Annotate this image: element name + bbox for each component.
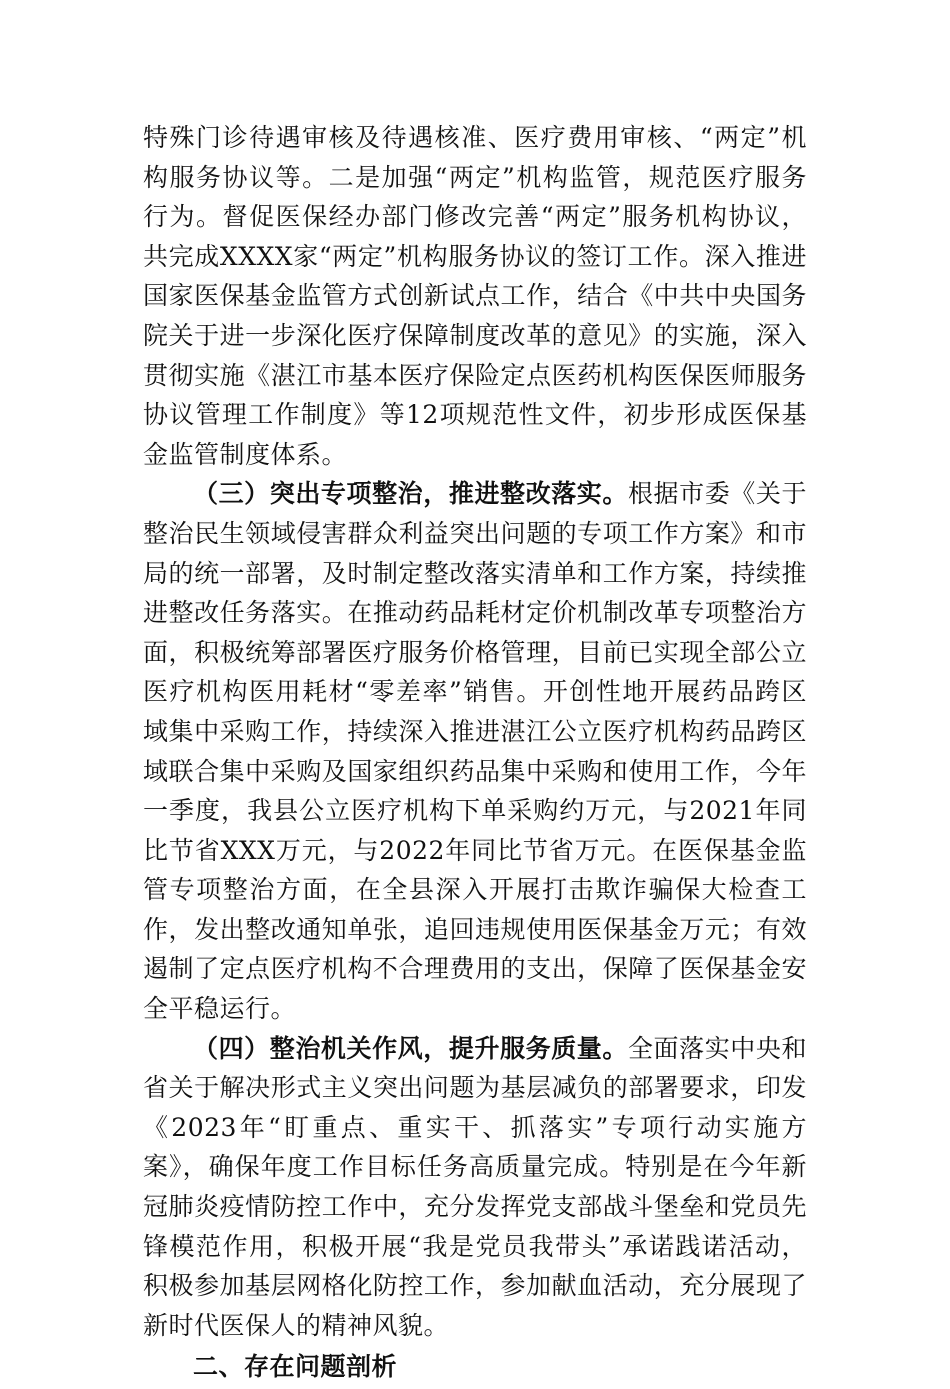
paragraph-2-lead: （三）突出专项整治，推进整改落实。 [193, 479, 628, 509]
paragraph-1 [143, 118, 807, 474]
paragraph-2-text: 根据市委《关于整治民生领域侵害群众利益突出问题的专项工作方案》和市局的统一部署，及时制定整改落实清单和工作方案，持续推进整改任务落实。在推动药品耗材定价机制改革专项整治方面，积极统筹部署医疗服务价格管理，目前已实现全部公立医疗机构医用耗材“零差率”销售。开创性地开展药品跨区域集中采购工作，持续深入推进湛江公立医疗机构药品跨区域联合集中采购及国家组织药品集中采购和使用工作，今年一季度，我县公立医疗机构下单采购约万元，与2021年同比节省XXX万元，与2022年同比节省万元。在医保基金监管专项整治方面，在全县深入开展打击欺诈骗保大检查工作，发出整改通知单张，追回违规使用医保基金万元；有效遏制了定点医疗机构不合理费用的支出，保障了医保基金安全平稳运行。 [143, 479, 807, 1024]
section-heading: 二、存在问题剖析 [193, 1352, 398, 1382]
paragraph-3 [143, 1029, 807, 1346]
paragraph-2 [143, 474, 807, 1028]
paragraph-3-lead: （四）整治机关作风，提升服务质量。 [193, 1033, 628, 1063]
document-body [143, 118, 807, 1389]
paragraph-1-text: 特殊门诊待遇审核及待遇核准、医疗费用审核、“两定”机构服务协议等。二是加强“两定”机构监管，规范医疗服务行为。督促医保经办部门修改完善“两定”服务机构协议，共完成XXXX家“两定”机构服务协议的签订工作。深入推进国家医保基金监管方式创新试点工作，结合《中共中央国务院关于进一步深化医疗保障制度改革的意见》的实施，深入贯彻实施《湛江市基本医疗保险定点医药机构医保医师服务协议管理工作制度》等12项规范性文件，初步形成医保基金监管制度体系。 [143, 123, 807, 469]
paragraph-3-text: 全面落实中央和省关于解决形式主义突出问题为基层减负的部署要求，印发《2023年“盯重点、重实干、抓落实”专项行动实施方案》，确保年度工作目标任务高质量完成。特别是在今年新冠肺炎疫情防控工作中，充分发挥党支部战斗堡垒和党员先锋模范作用，积极开展“我是党员我带头”承诺践诺活动，积极参加基层网格化防控工作，参加献血活动，充分展现了新时代医保人的精神风貌。 [143, 1033, 807, 1340]
